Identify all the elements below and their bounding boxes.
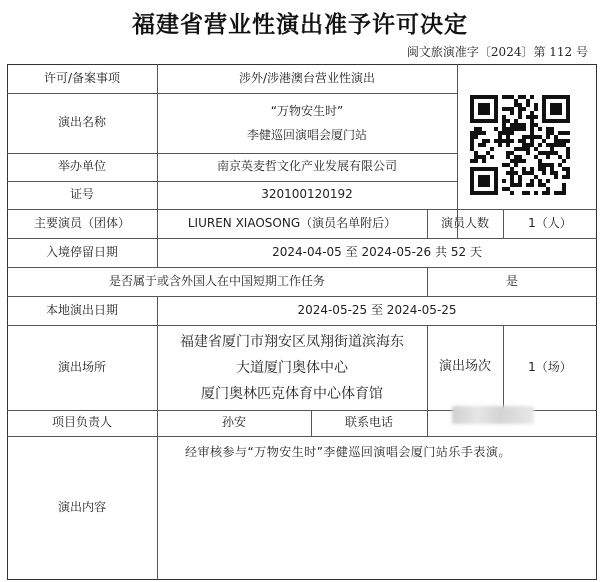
short-term-work-value: 是 (505, 273, 518, 288)
short-term-work-label: 是否属于或含外国人在中国短期工作任务 (108, 273, 325, 288)
local-dates-value: 2024-05-25 至 2024-05-25 (297, 302, 457, 317)
cert-number-value: 320100120192 (261, 187, 353, 202)
show-name-line-1: “万物安生时” (270, 104, 344, 118)
license-type-label: 许可/备案事项 (43, 70, 121, 85)
entry-stay-label: 入境停留日期 (45, 244, 118, 259)
cert-number-label: 证号 (69, 187, 94, 202)
show-name-value (157, 93, 457, 153)
document-title: 福建省营业性演出准予许可决定 (132, 11, 468, 38)
venue-label: 演出场所 (57, 359, 106, 374)
phone-label: 联系电话 (344, 415, 393, 430)
local-dates-label: 本地演出日期 (45, 302, 118, 317)
sessions-value: 1（场） (528, 359, 572, 374)
performer-count-label: 演员人数 (440, 215, 489, 230)
venue-line-1: 福建省厦门市翔安区凤翔街道滨海东 (180, 333, 404, 350)
performers-value: LIUREN XIAOSONG（演员名单附后） (187, 215, 397, 230)
organizer-value: 南京英麦哲文化产业发展有限公司 (216, 159, 397, 174)
sessions-label: 演出场次 (438, 359, 491, 375)
organizer-label: 举办单位 (57, 159, 106, 174)
show-name-line-2: 李健巡回演唱会厦门站 (246, 128, 367, 142)
venue-line-2: 大道厦门奥体中心 (236, 359, 348, 376)
entry-stay-value: 2024-04-05 至 2024-05-26 共 52 天 (272, 244, 482, 259)
performers-label: 主要演员（团体） (33, 215, 130, 230)
content-value: 经审核参与“万物安生时”李健巡回演唱会厦门站乐手表演。 (185, 445, 511, 459)
document-number: 闽文旅演准字〔2024〕第 112 号 (406, 45, 588, 59)
show-name-label: 演出名称 (57, 115, 106, 130)
qr-code-icon (470, 95, 570, 195)
license-type-value: 涉外/涉港澳台营业性演出 (238, 70, 376, 85)
redacted-phone (452, 406, 534, 424)
manager-value: 孙安 (221, 415, 246, 430)
performer-count-value: 1（人） (528, 215, 572, 230)
venue-value (157, 325, 427, 410)
venue-line-3: 厦门奥林匹克体育中心体育馆 (201, 385, 383, 402)
manager-label: 项目负责人 (51, 415, 112, 430)
content-label: 演出内容 (57, 500, 106, 515)
